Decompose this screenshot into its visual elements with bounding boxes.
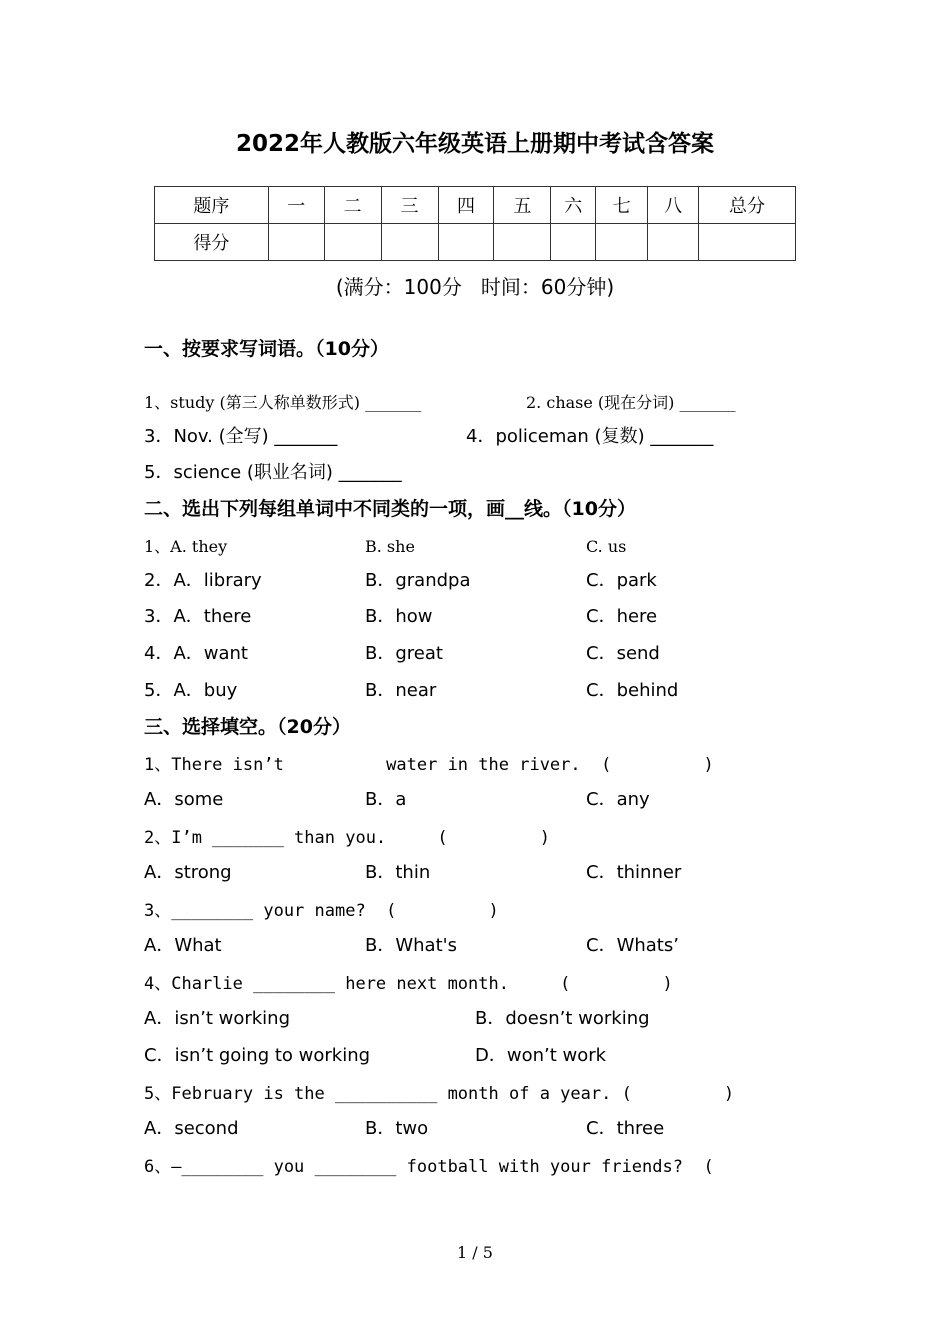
section3-q3-option-b: B．What's [365, 935, 457, 956]
section3-q5-option-b: B．two [365, 1118, 429, 1139]
page-number: 1 / 5 [457, 1243, 493, 1262]
section3-q3-stem: 3、________ your name? ( ) [144, 901, 499, 921]
score-cell [648, 224, 699, 261]
score-header-cell: 题序 [155, 187, 269, 224]
section2-row1-b: B. she [365, 537, 415, 556]
section1-q1: 1、study (第三人称单数形式) _______ [144, 393, 422, 412]
score-header-cell: 一 [268, 187, 324, 224]
section3-q5-option-c: C．three [586, 1118, 665, 1139]
section2-heading: 二、选出下列每组单词中不同类的一项，画__线。（10分） [144, 498, 636, 520]
section3-q3-option-c: C．Whats’ [586, 935, 679, 956]
section1-q2: 2. chase (现在分词) _______ [526, 393, 736, 412]
section3-heading: 三、选择填空。（20分） [144, 716, 351, 738]
score-header-cell: 六 [551, 187, 596, 224]
section3-q1-option-b: B．a [365, 789, 407, 810]
section3-q1-option-a: A．some [144, 789, 224, 810]
score-header-cell: 三 [381, 187, 438, 224]
section3-q4-stem: 4、Charlie ________ here next month. ( ) [144, 974, 673, 994]
score-table [154, 186, 796, 261]
score-cell [381, 224, 438, 261]
score-header-cell: 八 [648, 187, 699, 224]
section3-q2-option-a: A．strong [144, 862, 232, 883]
section2-row3-a: 3．A．there [144, 606, 252, 627]
section1-q3: 3．Nov. (全写) _______ [144, 426, 338, 447]
section3-q4-option-c: C．isn’t going to working [144, 1045, 371, 1066]
section2-row5-c: C．behind [586, 680, 679, 701]
section2-row4-a: 4．A．want [144, 643, 248, 664]
score-cell [494, 224, 551, 261]
section3-q4-option-a: A．isn’t working [144, 1008, 290, 1029]
section2-row2-a: 2．A．library [144, 570, 262, 591]
score-row-label: 得分 [155, 224, 269, 261]
page-title: 2022年人教版六年级英语上册期中考试含答案 [235, 131, 714, 157]
section3-q5-stem: 5、February is the __________ month of a year. ( ) [144, 1084, 735, 1104]
section3-q1-option-c: C．any [586, 789, 650, 810]
score-cell [699, 224, 796, 261]
section2-row2-c: C．park [586, 570, 657, 591]
section3-q2-option-b: B．thin [365, 862, 431, 883]
section3-q3-option-a: A．What [144, 935, 222, 956]
score-table-score-row [155, 224, 796, 261]
section3-q4-option-d: D．won’t work [475, 1045, 607, 1066]
section3-q2-option-c: C．thinner [586, 862, 682, 883]
section3-q5-option-a: A．second [144, 1118, 239, 1139]
score-header-cell: 总分 [699, 187, 796, 224]
section1-q5: 5．science (职业名词) _______ [144, 462, 402, 483]
section3-q2-stem: 2、I’m _______ than you. ( ) [144, 828, 550, 848]
section3-q4-option-b: B．doesn’t working [475, 1008, 650, 1029]
section2-row5-b: B．near [365, 680, 437, 701]
score-header-cell: 四 [438, 187, 494, 224]
score-cell [324, 224, 381, 261]
score-header-cell: 二 [324, 187, 381, 224]
section2-row4-b: B．great [365, 643, 443, 664]
section2-row4-c: C．send [586, 643, 660, 664]
score-cell [268, 224, 324, 261]
score-cell [596, 224, 648, 261]
section2-row2-b: B．grandpa [365, 570, 471, 591]
section2-row5-a: 5．A．buy [144, 680, 238, 701]
section2-row3-b: B．how [365, 606, 433, 627]
score-cell [438, 224, 494, 261]
score-table-header-row [155, 187, 796, 224]
section3-q1-stem: 1、There isn’t water in the river. ( ) [144, 755, 714, 775]
section2-row1-a: 1、A. they [144, 537, 228, 556]
section1-heading: 一、按要求写词语。（10分） [144, 338, 389, 360]
score-header-cell: 七 [596, 187, 648, 224]
section1-q4: 4．policeman (复数) _______ [466, 426, 714, 447]
full-mark-time: (满分：100分 时间：60分钟) [335, 275, 615, 299]
score-header-cell: 五 [494, 187, 551, 224]
section3-q6-stem: 6、—________ you ________ football with your friends? ( [144, 1157, 714, 1177]
score-cell [551, 224, 596, 261]
section2-row1-c: C. us [586, 537, 627, 556]
section2-row3-c: C．here [586, 606, 658, 627]
